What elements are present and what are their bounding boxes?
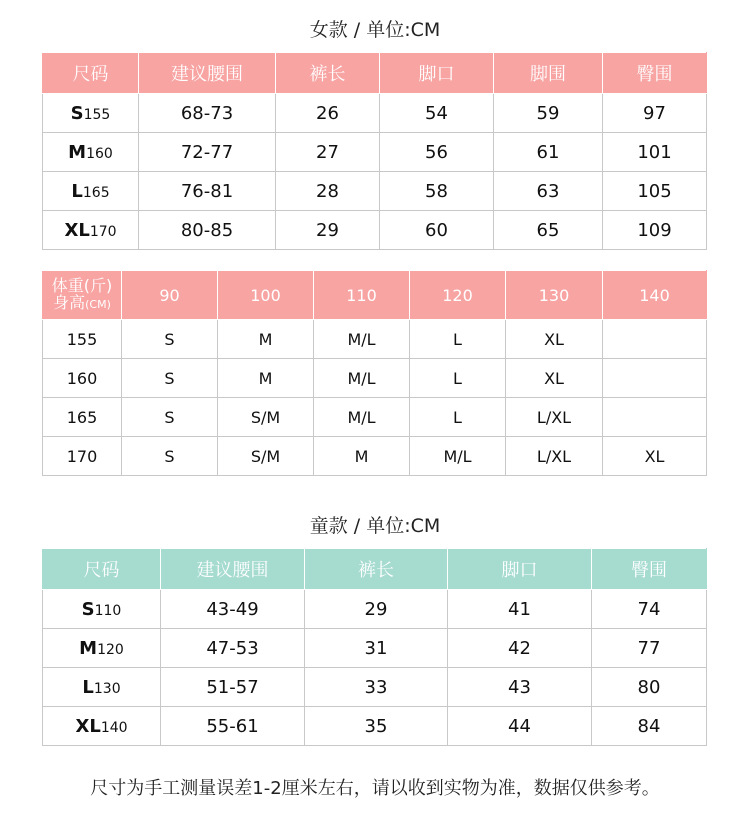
weight-header: 90 [122, 271, 218, 320]
length-cell: 31 [305, 629, 448, 668]
size-height: 120 [97, 641, 124, 658]
size-height: 170 [89, 223, 117, 240]
weight-height-table [42, 270, 707, 476]
size-letter: M [79, 637, 98, 659]
corner-header [43, 271, 122, 320]
kids-table-title: 童款 / 单位:CM [309, 515, 441, 537]
length-cell: 33 [305, 668, 448, 707]
size-cell: XL [506, 320, 603, 359]
table-row [43, 398, 707, 437]
corner-weight-label: 体重(斤) [51, 276, 113, 295]
size-letter: XL [75, 715, 101, 737]
hem-cell: 54 [380, 94, 494, 133]
size-cell: XL [603, 437, 707, 476]
weight-header: 140 [603, 271, 707, 320]
size-cell: L [410, 398, 506, 437]
hip-cell: 77 [592, 629, 707, 668]
size-cell [43, 172, 139, 211]
table-row [43, 437, 707, 476]
hem-cell: 44 [448, 707, 592, 746]
hip-cell: 74 [592, 590, 707, 629]
length-cell: 28 [276, 172, 380, 211]
women-size-table [42, 52, 707, 250]
size-cell: M/L [314, 359, 410, 398]
length-cell: 26 [276, 94, 380, 133]
size-cell: M [218, 320, 314, 359]
kids-size-table [42, 548, 707, 746]
header-hip: 臀围 [603, 53, 707, 94]
length-cell: 29 [276, 211, 380, 250]
size-cell: S/M [218, 437, 314, 476]
hip-cell: 105 [603, 172, 707, 211]
header-length: 裤长 [276, 53, 380, 94]
hip-cell: 101 [603, 133, 707, 172]
header-hem: 脚口 [448, 549, 592, 590]
kids-header-row [43, 549, 707, 590]
leg-cell: 59 [494, 94, 603, 133]
size-cell: L [410, 320, 506, 359]
height-cell: 165 [43, 398, 122, 437]
size-cell [603, 359, 707, 398]
table-row [43, 629, 707, 668]
hem-cell: 56 [380, 133, 494, 172]
size-cell: L [410, 359, 506, 398]
height-cell: 170 [43, 437, 122, 476]
hem-cell: 43 [448, 668, 592, 707]
size-cell [43, 133, 139, 172]
table-row [43, 211, 707, 250]
header-size: 尺码 [43, 53, 139, 94]
hem-cell: 42 [448, 629, 592, 668]
height-cell: 160 [43, 359, 122, 398]
weight-header: 100 [218, 271, 314, 320]
table-row [43, 94, 707, 133]
hip-cell: 84 [592, 707, 707, 746]
size-letter: XL [64, 219, 90, 241]
size-letter: S [81, 598, 95, 620]
header-hip: 臀围 [592, 549, 707, 590]
waist-cell: 47-53 [161, 629, 305, 668]
size-letter: L [82, 676, 94, 698]
size-cell: S/M [218, 398, 314, 437]
weight-header: 110 [314, 271, 410, 320]
length-cell: 27 [276, 133, 380, 172]
length-cell: 29 [305, 590, 448, 629]
size-cell: S [122, 320, 218, 359]
table-row [43, 359, 707, 398]
hip-cell: 80 [592, 668, 707, 707]
size-cell: S [122, 398, 218, 437]
size-cell [43, 668, 161, 707]
height-cell: 155 [43, 320, 122, 359]
header-waist: 建议腰围 [161, 549, 305, 590]
size-cell [43, 629, 161, 668]
corner-height-label [43, 294, 121, 313]
size-cell [603, 398, 707, 437]
size-cell [43, 94, 139, 133]
hem-cell: 60 [380, 211, 494, 250]
size-cell: M/L [314, 398, 410, 437]
size-letter: M [68, 141, 87, 163]
header-hem: 脚口 [380, 53, 494, 94]
table-row [43, 707, 707, 746]
leg-cell: 63 [494, 172, 603, 211]
size-height: 160 [86, 145, 113, 162]
header-waist: 建议腰围 [139, 53, 276, 94]
measurement-note: 尺寸为手工测量误差1-2厘米左右，请以收到实物为准，数据仅供参考。 [90, 778, 660, 799]
size-height: 110 [94, 602, 122, 619]
table-row [43, 320, 707, 359]
women-header-row [43, 53, 707, 94]
table-row [43, 172, 707, 211]
size-height: 165 [82, 184, 110, 201]
waist-cell: 43-49 [161, 590, 305, 629]
size-cell [603, 320, 707, 359]
size-cell [43, 707, 161, 746]
size-letter: L [71, 180, 83, 202]
size-height: 130 [93, 680, 121, 697]
corner-height-unit: (CM) [85, 298, 111, 311]
size-cell: L/XL [506, 398, 603, 437]
size-cell [43, 211, 139, 250]
waist-cell: 80-85 [139, 211, 276, 250]
size-cell: S [122, 437, 218, 476]
waist-cell: 76-81 [139, 172, 276, 211]
size-cell: M/L [410, 437, 506, 476]
size-cell: XL [506, 359, 603, 398]
size-cell [43, 590, 161, 629]
hem-cell: 58 [380, 172, 494, 211]
size-cell: M/L [314, 320, 410, 359]
table-row [43, 133, 707, 172]
waist-cell: 68-73 [139, 94, 276, 133]
size-cell: M [218, 359, 314, 398]
hip-cell: 109 [603, 211, 707, 250]
hip-cell: 97 [603, 94, 707, 133]
header-size: 尺码 [43, 549, 161, 590]
size-height: 155 [83, 106, 111, 123]
size-cell: M [314, 437, 410, 476]
weight-header-row [43, 271, 707, 320]
size-cell: S [122, 359, 218, 398]
header-leg: 脚围 [494, 53, 603, 94]
hem-cell: 41 [448, 590, 592, 629]
leg-cell: 65 [494, 211, 603, 250]
women-table-title: 女款 / 单位:CM [309, 19, 441, 41]
header-length: 裤长 [305, 549, 448, 590]
size-height: 140 [100, 719, 128, 736]
leg-cell: 61 [494, 133, 603, 172]
weight-header: 120 [410, 271, 506, 320]
weight-header: 130 [506, 271, 603, 320]
length-cell: 35 [305, 707, 448, 746]
table-row [43, 590, 707, 629]
corner-height-text: 身高 [53, 293, 86, 312]
size-cell: L/XL [506, 437, 603, 476]
size-letter: S [70, 102, 84, 124]
table-row [43, 668, 707, 707]
waist-cell: 72-77 [139, 133, 276, 172]
waist-cell: 51-57 [161, 668, 305, 707]
waist-cell: 55-61 [161, 707, 305, 746]
